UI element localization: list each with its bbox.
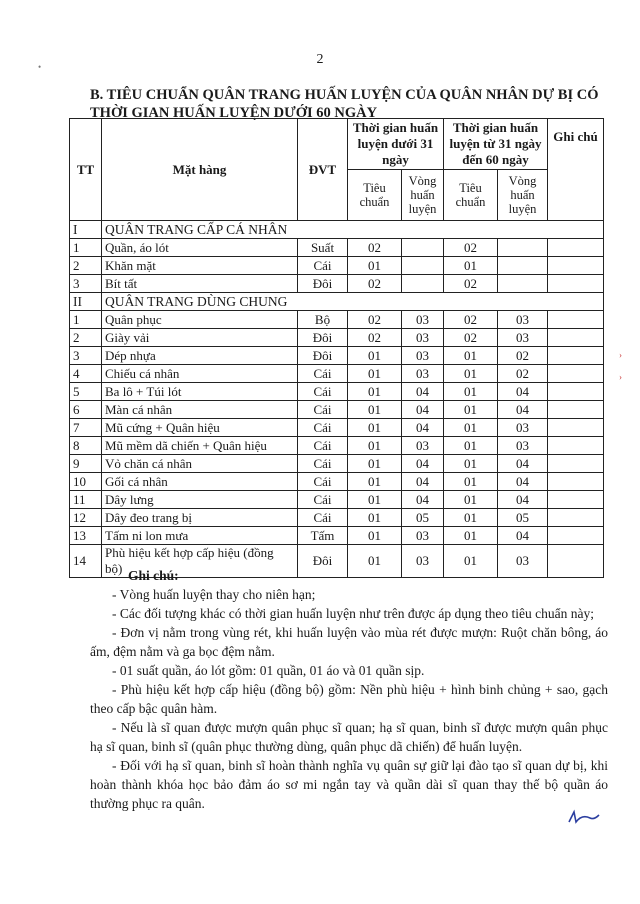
group-number: II bbox=[70, 293, 102, 311]
standard-31-60: 01 bbox=[444, 509, 498, 527]
item-name: Khăn mặt bbox=[102, 257, 298, 275]
table-row bbox=[70, 275, 604, 293]
cycle-31-60: 04 bbox=[498, 455, 548, 473]
standard-under-31: 02 bbox=[348, 311, 402, 329]
standard-31-60: 01 bbox=[444, 347, 498, 365]
standard-under-31: 01 bbox=[348, 545, 402, 578]
unit: Cái bbox=[298, 419, 348, 437]
note-item: - Đơn vị nằm trong vùng rét, khi huấn luyện vào mùa rét được mượn: Ruột chăn bông, áo ấm, đệm nằm và ga bọc đệm nằm. bbox=[90, 625, 608, 659]
cycle-31-60: 04 bbox=[498, 473, 548, 491]
unit: Đôi bbox=[298, 275, 348, 293]
unit: Bộ bbox=[298, 311, 348, 329]
cycle-31-60: 02 bbox=[498, 347, 548, 365]
item-name: Dép nhựa bbox=[102, 347, 298, 365]
cycle-under-31: 04 bbox=[402, 401, 444, 419]
note-item: - Vòng huấn luyện thay cho niên hạn; bbox=[112, 587, 316, 602]
note-cell bbox=[548, 401, 604, 419]
group-row bbox=[70, 221, 604, 239]
cycle-31-60 bbox=[498, 239, 548, 257]
standard-under-31: 01 bbox=[348, 347, 402, 365]
item-name: Quân phục bbox=[102, 311, 298, 329]
row-number: 9 bbox=[70, 455, 102, 473]
cycle-31-60: 02 bbox=[498, 365, 548, 383]
note-cell bbox=[548, 509, 604, 527]
standard-31-60: 01 bbox=[444, 527, 498, 545]
header-unit: ĐVT bbox=[298, 119, 348, 221]
standard-under-31: 02 bbox=[348, 239, 402, 257]
item-name: Ba lô + Túi lót bbox=[102, 383, 298, 401]
header-group1: Thời gian huấn luyện dưới 31 ngày bbox=[348, 119, 444, 170]
initial-signature bbox=[566, 808, 602, 828]
unit: Đôi bbox=[298, 347, 348, 365]
standard-under-31: 01 bbox=[348, 491, 402, 509]
cycle-under-31 bbox=[402, 239, 444, 257]
note-cell bbox=[548, 383, 604, 401]
note-item: - Đối với hạ sĩ quan, binh sĩ hoàn thành nghĩa vụ quân sự giữ lại đào tạo sĩ quan dự bị, khi hoàn thành khóa học bảo đảm áo sơ mi ngắn tay và quần dài sĩ quan thay thế bộ quần áo thường phục ra quân. bbox=[90, 758, 608, 811]
item-name: Giày vải bbox=[102, 329, 298, 347]
unit: Cái bbox=[298, 383, 348, 401]
cycle-under-31: 03 bbox=[402, 329, 444, 347]
note-cell bbox=[548, 239, 604, 257]
cycle-under-31: 03 bbox=[402, 347, 444, 365]
standard-31-60: 01 bbox=[444, 437, 498, 455]
standard-under-31: 01 bbox=[348, 365, 402, 383]
table-row bbox=[70, 419, 604, 437]
item-name: Chiếu cá nhân bbox=[102, 365, 298, 383]
unit: Cái bbox=[298, 437, 348, 455]
cycle-31-60: 03 bbox=[498, 329, 548, 347]
unit: Cái bbox=[298, 257, 348, 275]
unit: Cái bbox=[298, 401, 348, 419]
table-header-row bbox=[70, 119, 604, 170]
unit: Suất bbox=[298, 239, 348, 257]
item-name: Quần, áo lót bbox=[102, 239, 298, 257]
standard-under-31: 02 bbox=[348, 275, 402, 293]
note-cell bbox=[548, 257, 604, 275]
standard-under-31: 01 bbox=[348, 383, 402, 401]
table-row bbox=[70, 473, 604, 491]
standard-under-31: 01 bbox=[348, 473, 402, 491]
table-row bbox=[70, 491, 604, 509]
standard-31-60: 01 bbox=[444, 257, 498, 275]
page-number: 2 bbox=[316, 52, 324, 67]
item-name: Dây lưng bbox=[102, 491, 298, 509]
standard-31-60: 01 bbox=[444, 383, 498, 401]
table-row bbox=[70, 383, 604, 401]
unit: Cái bbox=[298, 509, 348, 527]
cycle-31-60: 04 bbox=[498, 401, 548, 419]
table-row bbox=[70, 401, 604, 419]
sub-standard-2: Tiêu chuẩn bbox=[444, 170, 498, 221]
standard-31-60: 02 bbox=[444, 275, 498, 293]
unit: Cái bbox=[298, 455, 348, 473]
notes-list bbox=[90, 585, 608, 813]
standard-31-60: 01 bbox=[444, 455, 498, 473]
cycle-under-31: 05 bbox=[402, 509, 444, 527]
note-item: - 01 suất quần, áo lót gồm: 01 quần, 01 áo và 01 quần sịp. bbox=[112, 663, 425, 678]
standard-31-60: 02 bbox=[444, 239, 498, 257]
note-cell bbox=[548, 491, 604, 509]
table-row bbox=[70, 329, 604, 347]
cycle-31-60: 05 bbox=[498, 509, 548, 527]
cycle-31-60: 03 bbox=[498, 545, 548, 578]
sub-standard-1: Tiêu chuẩn bbox=[348, 170, 402, 221]
standard-31-60: 01 bbox=[444, 419, 498, 437]
cycle-under-31: 04 bbox=[402, 473, 444, 491]
scan-speck: › bbox=[619, 350, 622, 360]
standard-under-31: 01 bbox=[348, 455, 402, 473]
cycle-under-31: 04 bbox=[402, 455, 444, 473]
group-number: I bbox=[70, 221, 102, 239]
group-row bbox=[70, 293, 604, 311]
row-number: 4 bbox=[70, 365, 102, 383]
note-cell bbox=[548, 455, 604, 473]
cycle-under-31: 03 bbox=[402, 527, 444, 545]
table-row bbox=[70, 257, 604, 275]
table-row bbox=[70, 347, 604, 365]
row-number: 2 bbox=[70, 257, 102, 275]
group-title: QUÂN TRANG CẤP CÁ NHÂN bbox=[102, 221, 604, 239]
cycle-under-31: 03 bbox=[402, 311, 444, 329]
note-cell bbox=[548, 527, 604, 545]
item-name: Tấm ni lon mưa bbox=[102, 527, 298, 545]
section-title: B. TIÊU CHUẨN QUÂN TRANG HUẤN LUYỆN CỦA QUÂN NHÂN DỰ BỊ CÓ THỜI GIAN HUẤN LUYỆN DƯỚI 60 NGÀY bbox=[90, 87, 599, 121]
row-number: 6 bbox=[70, 401, 102, 419]
note-cell bbox=[548, 365, 604, 383]
sub-cycle-2: Vòng huấn luyện bbox=[498, 170, 548, 221]
notes-section bbox=[90, 566, 608, 813]
unit: Cái bbox=[298, 365, 348, 383]
unit: Cái bbox=[298, 491, 348, 509]
standard-under-31: 01 bbox=[348, 257, 402, 275]
standard-under-31: 01 bbox=[348, 401, 402, 419]
row-number: 7 bbox=[70, 419, 102, 437]
sub-cycle-1: Vòng huấn luyện bbox=[402, 170, 444, 221]
item-name: Dây đeo trang bị bbox=[102, 509, 298, 527]
group-b-body bbox=[70, 293, 604, 578]
item-name: Phù hiệu kết hợp cấp hiệu (đồng bộ) bbox=[102, 545, 298, 578]
item-name: Màn cá nhân bbox=[102, 401, 298, 419]
note-cell bbox=[548, 419, 604, 437]
table-row bbox=[70, 455, 604, 473]
standard-31-60: 02 bbox=[444, 311, 498, 329]
row-number: 3 bbox=[70, 347, 102, 365]
standard-under-31: 01 bbox=[348, 437, 402, 455]
header-note: Ghi chú bbox=[548, 119, 604, 221]
row-number: 12 bbox=[70, 509, 102, 527]
note-cell bbox=[548, 329, 604, 347]
standard-31-60: 01 bbox=[444, 473, 498, 491]
standard-under-31: 02 bbox=[348, 329, 402, 347]
scan-speck: › bbox=[619, 372, 622, 382]
unit: Đôi bbox=[298, 545, 348, 578]
note-item: - Nếu là sĩ quan được mượn quân phục sĩ quan; hạ sĩ quan, binh sĩ được mượn quân phục hạ sĩ quan, binh sĩ (quân phục thường dùng, quân phục dã chiến) để huấn luyện. bbox=[90, 720, 608, 754]
standard-31-60: 02 bbox=[444, 329, 498, 347]
item-name: Mũ cứng + Quân hiệu bbox=[102, 419, 298, 437]
note-cell bbox=[548, 437, 604, 455]
note-cell bbox=[548, 347, 604, 365]
cycle-31-60: 04 bbox=[498, 491, 548, 509]
standards-table bbox=[69, 118, 604, 578]
cycle-31-60: 03 bbox=[498, 437, 548, 455]
note-cell bbox=[548, 311, 604, 329]
header-group2: Thời gian huấn luyện từ 31 ngày đến 60 ngày bbox=[444, 119, 548, 170]
standard-under-31: 01 bbox=[348, 527, 402, 545]
row-number: 10 bbox=[70, 473, 102, 491]
note-item: - Các đối tượng khác có thời gian huấn luyện như trên được áp dụng theo tiêu chuẩn này; bbox=[112, 606, 594, 621]
row-number: 1 bbox=[70, 311, 102, 329]
cycle-under-31 bbox=[402, 257, 444, 275]
table-row bbox=[70, 365, 604, 383]
row-number: 2 bbox=[70, 329, 102, 347]
item-name: Mũ mềm dã chiến + Quân hiệu bbox=[102, 437, 298, 455]
cycle-31-60 bbox=[498, 257, 548, 275]
note-cell bbox=[548, 473, 604, 491]
cycle-under-31: 04 bbox=[402, 491, 444, 509]
standard-31-60: 01 bbox=[444, 365, 498, 383]
row-number: 5 bbox=[70, 383, 102, 401]
cycle-under-31: 04 bbox=[402, 419, 444, 437]
row-number: 8 bbox=[70, 437, 102, 455]
table-row bbox=[70, 509, 604, 527]
unit: Tấm bbox=[298, 527, 348, 545]
cycle-under-31: 03 bbox=[402, 437, 444, 455]
cycle-under-31: 03 bbox=[402, 545, 444, 578]
row-number: 11 bbox=[70, 491, 102, 509]
table-row bbox=[70, 437, 604, 455]
unit: Cái bbox=[298, 473, 348, 491]
table-row bbox=[70, 527, 604, 545]
unit: Đôi bbox=[298, 329, 348, 347]
group-a-body bbox=[70, 221, 604, 293]
signature-stroke bbox=[569, 812, 599, 822]
note-item: - Phù hiệu kết hợp cấp hiệu (đồng bộ) gồm: Nền phù hiệu + hình binh chủng + sao, gạch theo cấp bậc quân hàm. bbox=[90, 682, 608, 716]
scan-speck: • bbox=[38, 62, 42, 72]
standard-31-60: 01 bbox=[444, 401, 498, 419]
header-tt: TT bbox=[70, 119, 102, 221]
cycle-31-60: 03 bbox=[498, 311, 548, 329]
row-number: 3 bbox=[70, 275, 102, 293]
notes-title: Ghi chú: bbox=[128, 568, 179, 583]
standard-31-60: 01 bbox=[444, 545, 498, 578]
cycle-31-60: 04 bbox=[498, 383, 548, 401]
standard-under-31: 01 bbox=[348, 419, 402, 437]
cycle-31-60: 04 bbox=[498, 527, 548, 545]
standard-under-31: 01 bbox=[348, 509, 402, 527]
table-row bbox=[70, 311, 604, 329]
header-item: Mặt hàng bbox=[102, 119, 298, 221]
cycle-31-60 bbox=[498, 275, 548, 293]
group-title: QUÂN TRANG DÙNG CHUNG bbox=[102, 293, 604, 311]
row-number: 1 bbox=[70, 239, 102, 257]
row-number: 14 bbox=[70, 545, 102, 578]
cycle-under-31 bbox=[402, 275, 444, 293]
item-name: Vỏ chăn cá nhân bbox=[102, 455, 298, 473]
table-row bbox=[70, 239, 604, 257]
item-name: Gối cá nhân bbox=[102, 473, 298, 491]
cycle-under-31: 04 bbox=[402, 383, 444, 401]
note-cell bbox=[548, 275, 604, 293]
cycle-under-31: 03 bbox=[402, 365, 444, 383]
cycle-31-60: 03 bbox=[498, 419, 548, 437]
standard-31-60: 01 bbox=[444, 491, 498, 509]
row-number: 13 bbox=[70, 527, 102, 545]
item-name: Bít tất bbox=[102, 275, 298, 293]
